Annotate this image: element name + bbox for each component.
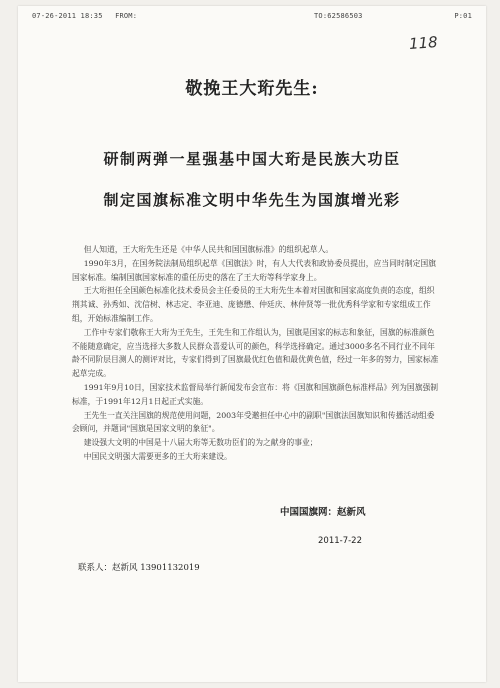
- body-paragraph: 工作中专家们敬称王大珩为王先生，王先生和工作组认为，国旗是国家的标志和象征，国旗的标准颜色不能随意确定，应当选择大多数人民群众喜爱认可的颜色，科学选择确定。通过3000多名不同行业不同年龄不同阶层目测人的测评对比，专家们得到了国旗最优红色值和最优黄色值，经过一年多的努力，国家标准起草完成。: [72, 327, 439, 379]
- body-paragraph: 建设强大文明的中国是十八届大珩等无数功臣们的为之献身的事业；: [83, 438, 318, 448]
- body-paragraph: 中国民文明强大需要更多的王大珩来建设。: [83, 451, 232, 461]
- body-paragraph: 1990年3月，在国务院法制局组织起草《国旗法》时，有人大代表和政协委员提出，应当同时制定国旗国家标准。编制国旗国家标准的重任历史的落在了王大珩等科学家身上。: [72, 258, 436, 282]
- signature: 中国国旗网：赵新风: [280, 507, 366, 518]
- handwritten-page-note: 118: [408, 33, 439, 53]
- contact-line: 联系人：赵新风 13901132019: [78, 563, 200, 573]
- headline-line-2: 制定国旗标准文明中华先生为国旗增光彩: [103, 191, 401, 209]
- body-text: [72, 243, 442, 464]
- body-paragraph: 王先生一直关注国旗的规范使用问题，2003年受邀担任中心中的副职"国旗法国旗知识和传播活动组委会顾问，并题词"国旗是国家文明的象征"。: [72, 410, 435, 434]
- fax-from-label: FROM:: [115, 12, 138, 20]
- fax-date-time: [32, 12, 137, 20]
- headline-line-1: 研制两弹一星强基中国大珩是民族大功臣: [103, 150, 401, 168]
- body-paragraph: 1991年9月10日，国家技术监督局举行新闻发布会宣布：将《国旗和国旗颜色标准样品》列为国旗强制标准，于1991年12月1日起正式实施。: [72, 382, 439, 406]
- salutation-title: 敬挽王大珩先生:: [185, 79, 319, 99]
- body-paragraph: 王大珩担任全国颜色标准化技术委员会主任委员的王大珩先生本着对国旗和国家高度负责的态度，组织荆其诚、孙秀如、沈信树、林志定、李亚迪、庞德懋、仲廷庆、林仲贤等一批优秀科学家和专家组成工作组，开始标准编制工作。: [72, 286, 435, 323]
- fax-page-number: P:01: [454, 12, 472, 20]
- signature-date: 2011-7-22: [318, 536, 362, 546]
- fax-to-number: TO:62586503: [314, 12, 363, 20]
- fax-page: [18, 6, 486, 682]
- body-paragraph: 但人知道，王大珩先生还是《中华人民共和国国旗标准》的组织起草人。: [83, 245, 334, 254]
- fax-date-time-value: 07-26-2011 18:35: [32, 12, 103, 20]
